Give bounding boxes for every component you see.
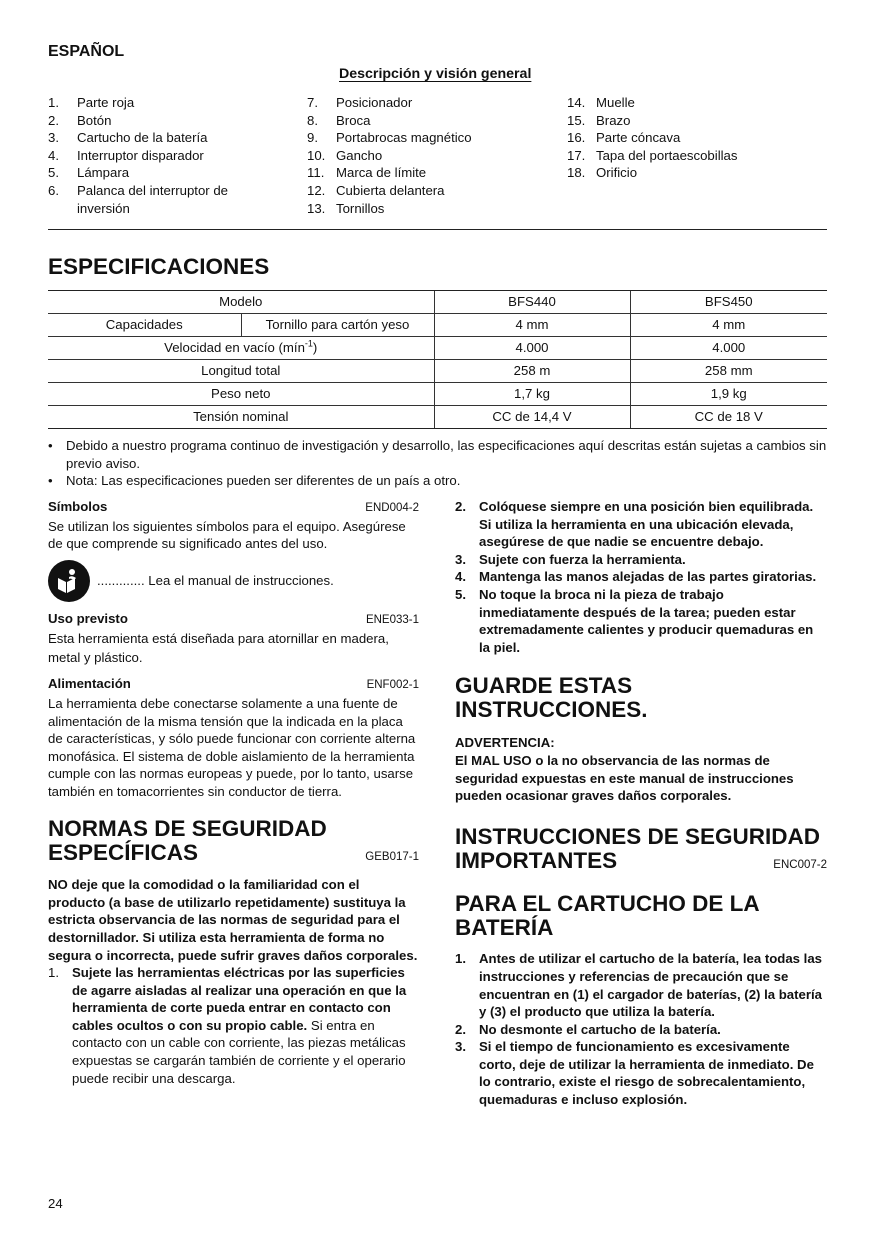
list-item: 5. No toque la broca ni la pieza de trabajo inmediatamente después de la tarea; pueden estar extremadamente calientes y producir quemaduras en la piel. — [455, 586, 814, 655]
parts-list-col2 — [307, 94, 537, 217]
list-item: 1. Sujete las herramientas eléctricas por las superficies de agarre aisladas al realizar una operación en que la herramienta de corte pueda entrar en contacto con cables ocultos o con su propio cable. Si entra en contacto con un cable con corriente, las piezas metálicas expuestas se cargarán también de corriente y el operario puede recibir una descarga. — [48, 965, 407, 1086]
important-code: ENC007-2 — [773, 858, 827, 871]
symbols-code: END004-2 — [365, 502, 419, 514]
table-row — [48, 337, 827, 360]
table-cell: CC de 14,4 V — [434, 406, 630, 429]
bullet: • — [48, 473, 53, 489]
table-cell: BFS450 — [630, 291, 827, 314]
list-item: 7. Posicionador — [307, 95, 413, 110]
parts-list-col3 — [567, 94, 807, 182]
important-title-line2: IMPORTANTES — [455, 847, 618, 873]
list-item: 10. Gancho — [307, 147, 383, 163]
table-cell: Capacidades — [48, 314, 241, 337]
warning-text: El MAL USO o la no observancia de las normas de seguridad expuestas en este manual de instrucciones pueden ocasionar graves daños corporales. — [455, 752, 794, 804]
safety-title-row2 — [48, 841, 419, 867]
divider — [48, 229, 827, 230]
battery-title-line1: PARA EL CARTUCHO DE LA — [455, 891, 760, 917]
list-item: 18. Orificio — [567, 165, 638, 181]
important-title-line1: INSTRUCCIONES DE SEGURIDAD — [455, 823, 821, 849]
specs-table — [48, 290, 827, 429]
table-cell: 258 m — [434, 360, 630, 383]
list-item: 12. Cubierta delantera — [307, 182, 445, 198]
list-item: 4. Mantenga las manos alejadas de las partes giratorias. — [455, 569, 817, 585]
table-row — [48, 360, 827, 383]
list-item: 1. Antes de utilizar el cartucho de la batería, lea todas las instrucciones y referencias de precaución que se encuentran en (1) el cargador de baterías, (2) la batería y (3) el producto que utiliza la batería. — [455, 951, 822, 1020]
list-item: 1. Parte roja — [48, 95, 135, 110]
list-item: 8. Broca — [307, 112, 371, 128]
list-item: 3. Sujete con fuerza la herramienta. — [455, 551, 686, 567]
symbol-row — [48, 560, 419, 602]
power-text: La herramienta debe conectarse solamente a una fuente de alimentación de la misma tensión que la indicada en la placa de características, y sólo puede funcionar con corriente alterna monofásica. El sistema de doble aislamiento de la herramienta cumple con las normas europeas y puede, por lo tanto, usarse también en tomacorrientes sin conductor de tierra. — [48, 695, 416, 799]
safety-title-line2: ESPECÍFICAS — [48, 839, 199, 865]
section-title: Descripción y visión general — [339, 66, 532, 82]
symbol-manual-text: ............. Lea el manual de instrucciones. — [97, 572, 334, 588]
intended-use-title: Uso previsto — [48, 610, 128, 626]
table-row — [48, 314, 827, 337]
parts-list-col1 — [48, 94, 268, 217]
list-item: • Debido a nuestro programa continuo de investigación y desarrollo, las especificaciones aquí descritas están sujetas a cambios sin previo aviso. — [48, 438, 827, 471]
list-item: • Nota: Las especificaciones pueden ser diferentes de un país a otro. — [48, 473, 461, 489]
battery-heading — [455, 892, 827, 940]
list-item: 13. Tornillos — [307, 200, 385, 216]
list-item: 4. Interruptor disparador — [48, 147, 204, 163]
table-cell: 1,7 kg — [434, 383, 630, 406]
speed-superscript: -1 — [304, 338, 313, 349]
speed-label: Velocidad en vacío (mín — [164, 340, 305, 355]
intended-use-text: Esta herramienta está diseñada para atornillar en madera, metal y plástico. — [48, 631, 389, 666]
table-row — [48, 406, 827, 429]
table-cell: CC de 18 V — [630, 406, 827, 429]
list-item: 14. Muelle — [567, 95, 635, 110]
table-cell: BFS440 — [434, 291, 630, 314]
bullet: • — [48, 438, 53, 453]
table-cell: 4 mm — [630, 314, 827, 337]
specs-heading: ESPECIFICACIONES — [48, 254, 270, 279]
table-cell: Longitud total — [48, 360, 434, 383]
list-item: 11. Marca de límite — [307, 165, 427, 181]
page-number: 24 — [48, 1196, 63, 1211]
speed-close: ) — [312, 340, 318, 355]
list-item: 9. Portabrocas magnético — [307, 130, 472, 146]
warning-label: ADVERTENCIA: — [455, 735, 555, 751]
table-cell: 258 mm — [630, 360, 827, 383]
list-item: 5. Lámpara — [48, 165, 130, 181]
left-column — [48, 498, 419, 1087]
table-cell: Tensión nominal — [48, 406, 434, 429]
list-item: 2. Colóquese siempre en una posición bien equilibrada. Si utiliza la herramienta en una ubicación elevada, asegúrese de que nadie se encuentre debajo. — [455, 499, 814, 550]
save-title-line2: INSTRUCCIONES. — [455, 697, 648, 723]
table-cell: 4.000 — [630, 337, 827, 360]
table-row — [48, 291, 827, 314]
list-item: 16. Parte cóncava — [567, 130, 681, 146]
table-cell: Peso neto — [48, 383, 434, 406]
safety-list-continued — [455, 498, 827, 656]
spec-notes — [48, 437, 833, 490]
power-title: Alimentación — [48, 676, 131, 692]
list-item: 15. Brazo — [567, 112, 631, 128]
right-column — [455, 498, 827, 1109]
list-item: 6. Palanca del interruptor de inversión — [48, 182, 229, 216]
safety-item1-rest: Si entra en contacto con un cable con corriente, las piezas metálicas expuestas se cargarán también de corriente y el operario puede recibir una descarga. — [72, 1017, 406, 1086]
table-cell: 4.000 — [434, 337, 630, 360]
symbols-header — [48, 498, 419, 518]
table-row — [48, 383, 827, 406]
safety-title-line1: NORMAS DE SEGURIDAD — [48, 815, 327, 841]
read-manual-icon — [48, 560, 90, 602]
list-item: 3. Si el tiempo de funcionamiento es excesivamente corto, deje de utilizar la herramienta de inmediato. De lo contrario, existe el riesgo de sobrecalentamiento, quemaduras e incluso explosión. — [455, 1039, 814, 1108]
table-cell: Tornillo para cartón yeso — [241, 314, 434, 337]
table-cell — [48, 337, 434, 360]
battery-title-line2: BATERÍA — [455, 915, 554, 941]
table-cell: 1,9 kg — [630, 383, 827, 406]
important-heading — [455, 825, 827, 875]
safety-code: GEB017-1 — [365, 850, 419, 863]
safety-item1-bold: Sujete las herramientas eléctricas por las superficies de agarre aisladas al realizar una operación en que la herramienta de corte pueda entrar en contacto con cables ocultos o con su propio cable. — [72, 965, 407, 1033]
symbols-text: Se utilizan los siguientes símbolos para el equipo. Asegúrese de que comprende su significado antes del uso. — [48, 518, 406, 552]
table-cell: Modelo — [48, 291, 434, 314]
symbols-title: Símbolos — [48, 499, 108, 514]
list-item: 2. Botón — [48, 112, 112, 128]
list-item: 17. Tapa del portaescobillas — [567, 147, 738, 163]
battery-list — [455, 950, 827, 1108]
power-header — [48, 675, 419, 695]
list-item: 3. Cartucho de la batería — [48, 130, 208, 146]
list-item: 2. No desmonte el cartucho de la batería. — [455, 1021, 721, 1037]
intended-use-code: ENE033-1 — [365, 613, 419, 626]
safety-specific-heading — [48, 817, 419, 867]
save-title-line1: GUARDE ESTAS — [455, 673, 633, 699]
intended-use-header — [48, 610, 419, 630]
language-heading: ESPAÑOL — [48, 43, 125, 60]
important-title-row2 — [455, 849, 827, 875]
safety-intro: NO deje que la comodidad o la familiaridad con el producto (a base de utilizarlo repetidamente) sustituya la estricta observancia de las normas de seguridad para el destornillador. Si utiliza esta herramienta de forma no segura o incorrecta, puede sufrir graves daños corporales. — [48, 877, 418, 963]
save-heading — [455, 674, 827, 722]
power-code: ENF002-1 — [366, 679, 419, 692]
table-cell: 4 mm — [434, 314, 630, 337]
